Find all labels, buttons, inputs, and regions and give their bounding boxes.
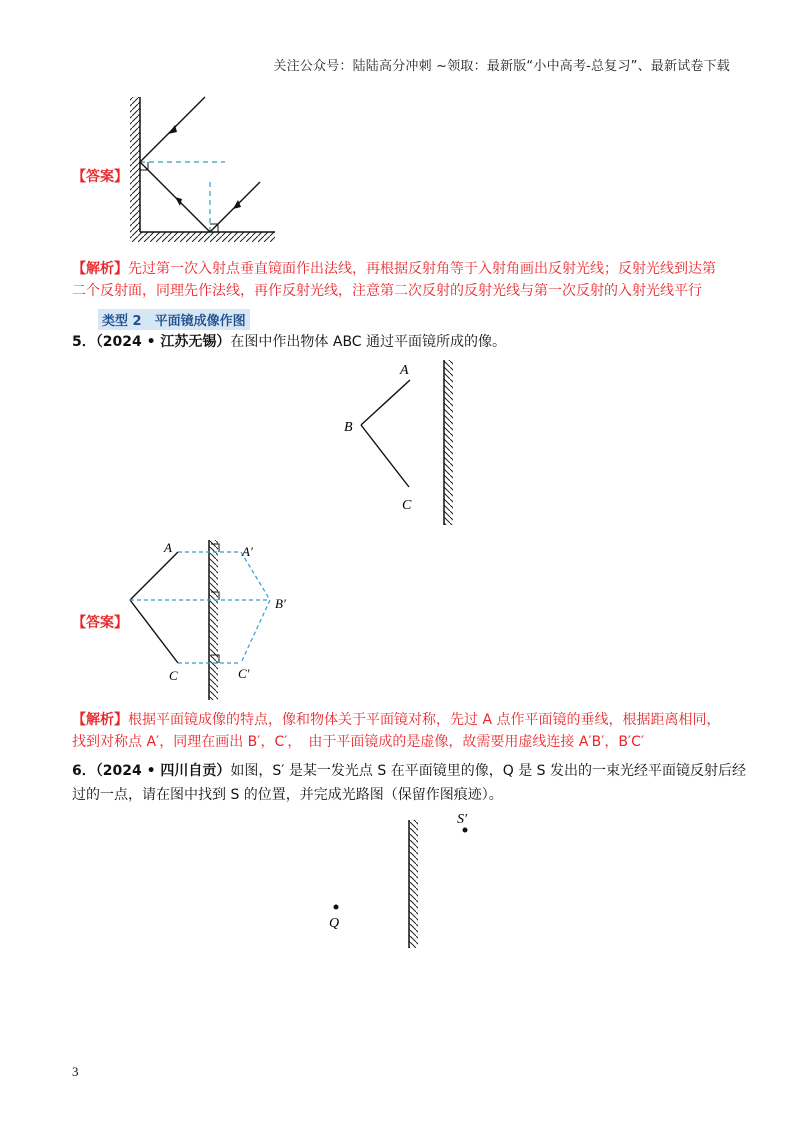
question-6-line-1: 如图，S′ 是某一发光点 S 在平面镜里的像，Q 是 S 发出的一束光经平面镜反射后经 [230, 763, 746, 779]
label-q: Q [329, 916, 340, 931]
a5-label-b-prime: B′ [275, 596, 286, 611]
answer-tag-2: 【答案】 [72, 615, 128, 631]
page-number: 3 [72, 1064, 79, 1079]
question-5-source: （2024 • 江苏无锡） [95, 334, 231, 350]
q5-mirror-hatch [444, 360, 453, 525]
question-6-number: 6． [72, 763, 96, 779]
a5-mirror-hatch [209, 540, 218, 700]
question-6-line-2: 过的一点，请在图中找到 S 的位置，并完成光路图（保留作图痕迹）。 [72, 787, 503, 803]
object-ab [130, 552, 178, 600]
analysis-tag-2: 【解析】 [72, 712, 128, 728]
analysis-1-line-1: 先过第一次入射点垂直镜面作出法线，再根据反射角等于入射角画出反射光线；反射光线到达第 [128, 261, 716, 277]
a5-label-a: A [164, 540, 172, 555]
analysis-2-line-1: 根据平面镜成像的特点，像和物体关于平面镜对称，先过 A 点作平面镜的垂线，根据距离相同， [128, 712, 721, 728]
point-q [334, 905, 339, 910]
reflection-answer-figure [120, 92, 280, 254]
a5-label-a-prime: A′ [242, 544, 253, 559]
object-bc [130, 600, 178, 663]
horizontal-mirror-hatch [130, 232, 275, 242]
segment-bc [361, 425, 409, 487]
page-header: 关注公众号：陆陆高分冲刺 ~领取：最新版“小中高考-总复习”、最新试卷下载 [273, 59, 730, 74]
a5-label-c-prime: C′ [238, 666, 250, 681]
q6-mirror-hatch [409, 820, 418, 948]
label-b: B [344, 420, 353, 435]
answer-tag-1: 【答案】 [72, 169, 128, 185]
image-a2b2 [241, 552, 270, 600]
segment-ab [361, 380, 410, 425]
vertical-mirror-hatch [130, 97, 140, 232]
label-a: A [400, 363, 409, 378]
question-5-text: 在图中作出物体 ABC 通过平面镜所成的像。 [230, 334, 507, 350]
analysis-2-line-2: 找到对称点 A′，同理在画出 B′，C′， 由于平面镜成的是虚像，故需要用虚线连接 A′B′，B′C′ [72, 734, 645, 750]
question-6-figure [320, 810, 490, 955]
analysis-tag-1: 【解析】 [72, 261, 128, 277]
answer-5-figure [120, 535, 310, 705]
label-s-prime: S′ [457, 812, 468, 827]
label-c: C [402, 498, 412, 513]
question-6-source: （2024 • 四川自贡） [95, 763, 231, 779]
question-5-number: 5． [72, 334, 96, 350]
image-b2c2 [241, 600, 270, 663]
question-5-figure [330, 355, 470, 535]
analysis-1-line-2: 二个反射面，同理先作法线，再作反射光线，注意第二次反射的反射光线与第一次反射的入射光线平行 [72, 283, 702, 299]
section-title-type-2: 类型 2 平面镜成像作图 [98, 309, 250, 330]
a5-label-c: C [169, 668, 178, 683]
point-s-prime [463, 828, 468, 833]
